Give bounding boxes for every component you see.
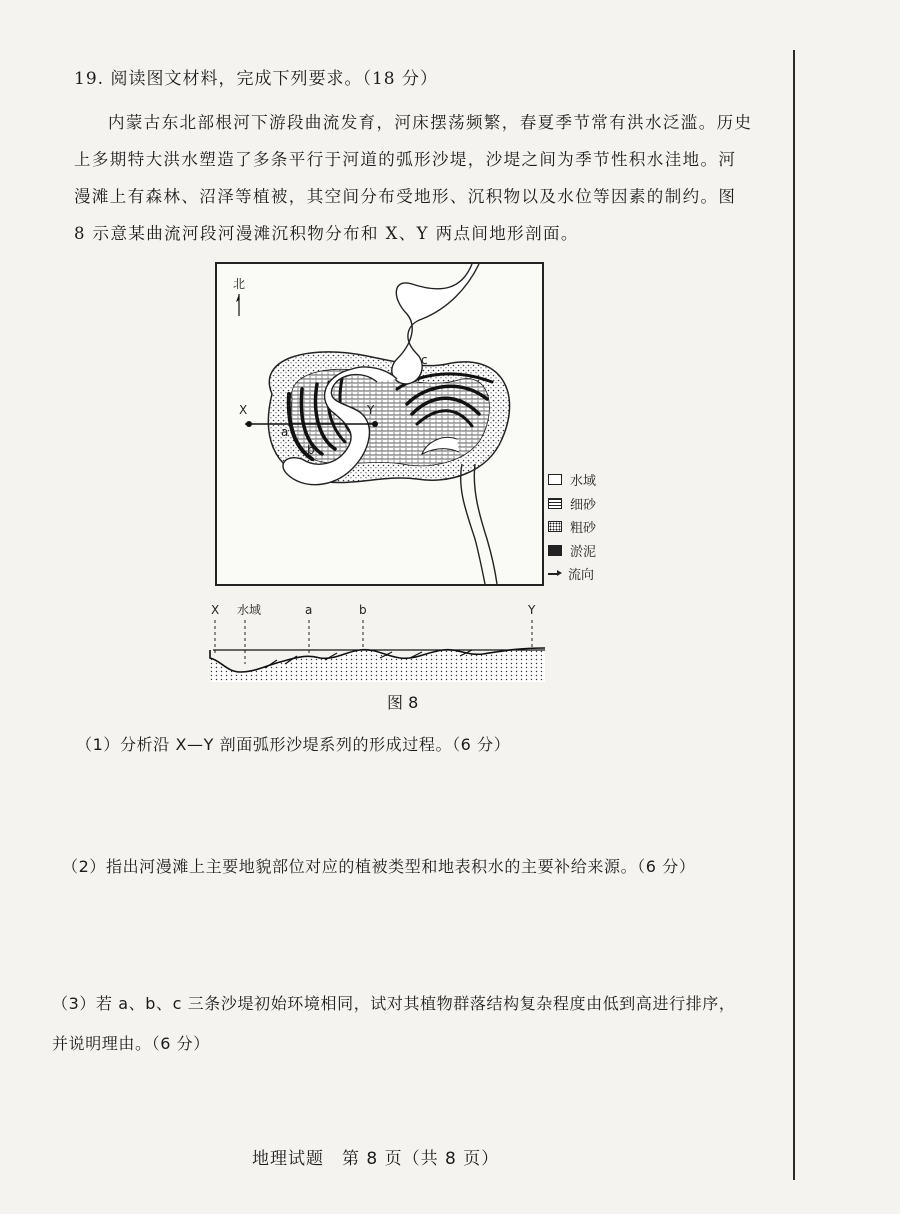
water-swatch-icon — [548, 474, 562, 485]
figure-caption: 图 8 — [387, 693, 419, 712]
map-label-b: b — [307, 443, 315, 457]
legend-water: 水域 — [548, 468, 596, 492]
profile-b-label: b — [359, 603, 367, 617]
north-label: 北 — [233, 277, 246, 291]
profile-x-label: X — [211, 603, 220, 617]
map-point-x: X — [239, 403, 248, 417]
flow-arrow-icon — [548, 569, 562, 578]
legend-silt: 淤泥 — [548, 539, 596, 563]
map-legend — [548, 468, 596, 586]
page-footer: 地理试题 第 8 页（共 8 页） — [252, 1149, 500, 1169]
question-header: 19. 阅读图文材料，完成下列要求。（18 分） — [74, 69, 438, 89]
margin-rule — [793, 50, 795, 1180]
map-point-y: Y — [367, 403, 375, 417]
legend-coarse-sand: 粗砂 — [548, 515, 596, 539]
profile-sediment — [210, 648, 545, 682]
question-paragraph: 内蒙古东北部根河下游段曲流发育，河床摆荡频繁，春夏季节常有洪水泛滥。历史上多期特大洪水塑造了多条平行于河道的弧形沙堤，沙堤之间为季节性积水洼地。河漫滩上有森林、沼泽等植被，其空间分布受地形、沉积物以及水位等因素的制约。图 8 示意某曲流河段河漫滩沉积物分布和 X、Y 两点间地形剖面。 — [74, 113, 753, 243]
sub-question-3: （3）若 a、b、c 三条沙堤初始环境相同，试对其植物群落结构复杂程度由低到高进行排序，并说明理由。（6 分） — [52, 994, 736, 1053]
point-y-marker — [372, 421, 378, 427]
profile-y-label: Y — [528, 603, 536, 617]
legend-flow: 流向 — [548, 562, 596, 586]
map-label-c: c — [421, 353, 428, 367]
sub-question-2: （2）指出河漫滩上主要地貌部位对应的植被类型和地表积水的主要补给来源。（6 分） — [62, 857, 696, 876]
coarse-sand-swatch-icon — [548, 521, 562, 532]
point-x-marker — [246, 421, 252, 427]
silt-swatch-icon — [548, 545, 562, 556]
map-label-a: a — [281, 425, 289, 439]
profile-a-label: a — [305, 603, 313, 617]
profile-water-label: 水域 — [237, 603, 262, 617]
terrain-profile — [205, 598, 550, 683]
map-drawing — [217, 264, 542, 584]
floodplain-map — [215, 262, 544, 586]
legend-fine-sand: 细砂 — [548, 492, 596, 516]
sub-question-1: （1）分析沿 X—Y 剖面弧形沙堤系列的形成过程。（6 分） — [76, 735, 511, 754]
fine-sand-swatch-icon — [548, 498, 562, 509]
